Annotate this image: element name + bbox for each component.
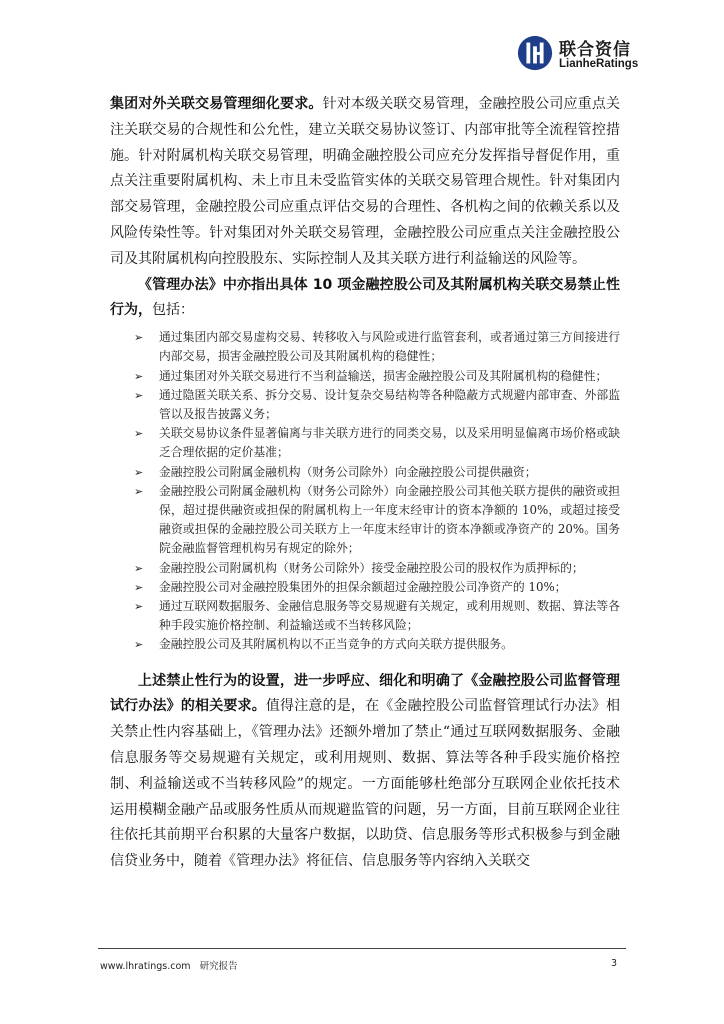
paragraph-lead: 上述禁止性行为的设置，进一步呼应、细化和明确了《金融控股公司监督管理试行办法》的相关要求。 bbox=[110, 672, 620, 715]
list-item: ➢ 金融控股公司附属金融机构（财务公司除外）向金融控股公司提供融资； bbox=[110, 463, 620, 482]
paragraph-text: 包括： bbox=[152, 302, 194, 319]
paragraph-text: 值得注意的是，在《金融控股公司监督管理试行办法》相关禁止性内容基础上，《管理办法》还额外增加了禁止“通过互联网数据服务、金融信息服务等交易规避有关规定，或利用规则、数据、算法等各种手段实施价格控制、利益输送或不当转移风险”的规定。一方面能够杜绝部分互联网企业依托技术运用模糊金融产品或服务性质从而规避监管的问题，另一方面，目前互联网企业往往依托其前期平台积累的大量客户数据，以助贷、信息服务等形式积极参与到金融信贷业务中，随着《管理办法》将征信、信息服务等内容纳入关联交 bbox=[110, 698, 621, 870]
footer-doc-type: 研究报告 bbox=[199, 961, 238, 972]
list-item: ➢ 通过集团内部交易虚构交易、转移收入与风险或进行监管套利，或者通过第三方间接进行内部交易，损害金融控股公司及其附属机构的稳健性； bbox=[134, 330, 620, 364]
arrow-bullet-icon: ➢ bbox=[134, 331, 144, 345]
logo-english-name: LianheRatings bbox=[559, 58, 639, 70]
paragraph-lead: 集团对外关联交易管理细化要求。 bbox=[110, 96, 323, 112]
paragraph-lead: 《管理办法》中亦指出具体 10 项金融控股公司及其附属机构关联交易禁止性行为， bbox=[110, 276, 620, 319]
arrow-bullet-icon: ➢ bbox=[134, 580, 144, 594]
list-item: ➢ 金融控股公司及其附属机构以不正当竞争的方式向关联方提供服务。 bbox=[110, 635, 620, 654]
paragraph-summary bbox=[110, 669, 620, 875]
page-number: 3 bbox=[611, 958, 618, 969]
list-item: ➢ 通过隐匿关联关系、拆分交易、设计复杂交易结构等各种隐蔽方式规避内部审查、外部监管以及报告披露义务； bbox=[134, 387, 620, 421]
arrow-bullet-icon: ➢ bbox=[134, 388, 144, 402]
paragraph-text: 针对本级关联交易管理，金融控股公司应重点关注关联交易的合规性和公允性，建立关联交易协议签订、内部审批等全流程管控措施。针对附属机构关联交易管理，明确金融控股公司应充分发挥指导督促作用，重点关注重要附属机构、未上市且未受监管实体的关联交易管理合规性。针对集团内部交易管理，金融控股公司应重点评估交易的合理性、各机构之间的依赖关系以及风险传染性等。针对集团对外关联交易管理，金融控股公司应重点关注金融控股公司及其附属机构向控股股东、实际控制人及其关联方进行利益输送的风险等。 bbox=[110, 96, 621, 267]
logo-chinese-name: 联合资信 bbox=[559, 40, 631, 60]
list-item: ➢ 金融控股公司附属金融机构（财务公司除外）向金融控股公司其他关联方提供的融资或担保，超过提供融资或担保的附属机构上一年度末经审计的资本净额的 10%，或超过接受融资或担保的金融控股公司关联方上一年度末经审计的资本净额或净资产的 20%。国务院金融监督管理机构另有规定的除外； bbox=[134, 483, 620, 556]
arrow-bullet-icon: ➢ bbox=[134, 484, 144, 498]
list-item: ➢ 通过集团对外关联交易进行不当利益输送，损害金融控股公司及其附属机构的稳健性； bbox=[110, 367, 620, 386]
paragraph-group-related-transactions bbox=[110, 92, 620, 273]
list-item: ➢ 金融控股公司对金融控股集团外的担保余额超过金融控股公司净资产的 10%； bbox=[110, 578, 620, 597]
report-body bbox=[110, 92, 620, 875]
arrow-bullet-icon: ➢ bbox=[134, 465, 144, 479]
lianhe-logo-icon bbox=[516, 34, 554, 72]
list-item: ➢ 金融控股公司附属机构（财务公司除外）接受金融控股公司的股权作为质押标的； bbox=[110, 559, 620, 578]
list-item: ➢ 关联交易协议条件显著偏离与非关联方进行的同类交易，以及采用明显偏离市场价格或缺乏合理依据的定价基准； bbox=[134, 426, 620, 460]
footer-info bbox=[100, 958, 238, 972]
arrow-bullet-icon: ➢ bbox=[134, 427, 144, 441]
arrow-bullet-icon: ➢ bbox=[134, 369, 144, 383]
footer-website-link[interactable]: www.lhratings.com bbox=[100, 961, 191, 972]
arrow-bullet-icon: ➢ bbox=[134, 638, 144, 652]
footer-divider bbox=[98, 948, 626, 949]
arrow-bullet-icon: ➢ bbox=[134, 600, 144, 614]
prohibited-behaviors-list bbox=[110, 328, 620, 654]
company-logo bbox=[516, 34, 696, 74]
arrow-bullet-icon: ➢ bbox=[134, 561, 144, 575]
list-item: ➢ 通过互联网数据服务、金融信息服务等交易规避有关规定，或利用规则、数据、算法等各种手段实施价格控制、利益输送或不当转移风险； bbox=[134, 599, 620, 633]
paragraph-prohibited-intro bbox=[110, 273, 620, 325]
